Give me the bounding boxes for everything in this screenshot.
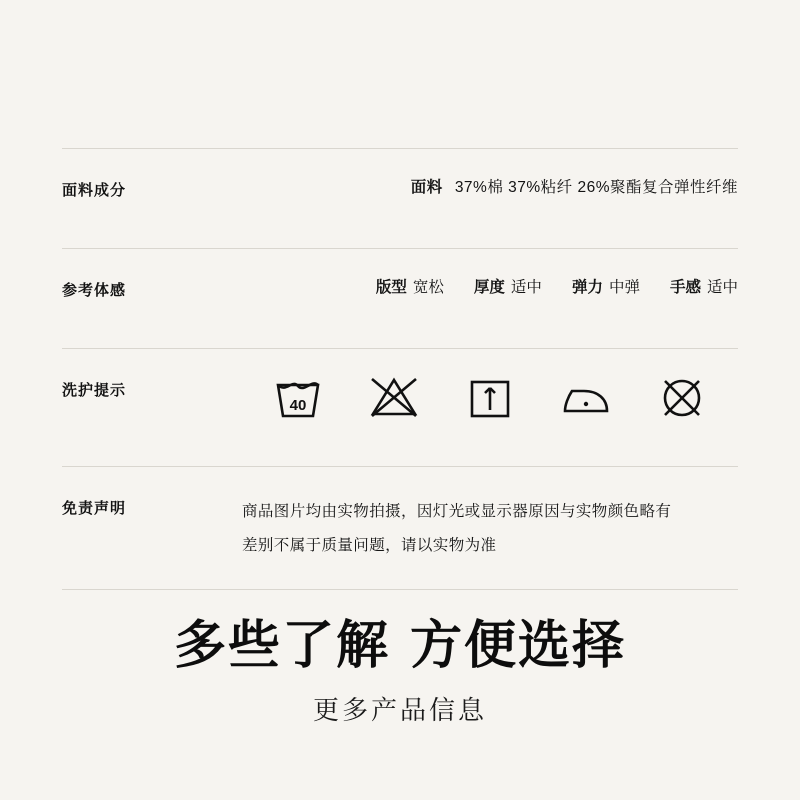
do-not-bleach-icon — [368, 371, 420, 423]
row-value-feel — [242, 249, 738, 323]
row-value-fabric — [242, 149, 738, 223]
table-row-disclaimer — [62, 466, 738, 590]
footer-headline — [0, 614, 800, 678]
row-value-disclaimer — [242, 467, 738, 589]
tumble-dry-normal-icon — [464, 371, 516, 423]
feel-attribute-group — [376, 275, 738, 297]
iron-low-icon — [560, 371, 612, 423]
feel-value-handfeel: 适中 — [706, 279, 738, 296]
fabric-composition-value: 37%棉 37%粘纤 26%聚酯复合弹性纤维 — [454, 179, 738, 196]
row-label-disclaimer: 免责声明 — [62, 500, 127, 517]
feel-item-handfeel — [670, 275, 738, 297]
table-row-fabric — [62, 148, 738, 248]
fabric-composition-key: 面料 — [410, 179, 443, 196]
row-label-care: 洗护提示 — [62, 382, 127, 399]
footer-banner — [0, 614, 800, 727]
feel-value-thickness: 适中 — [510, 279, 542, 296]
table-row-care — [62, 348, 738, 466]
wash-temperature-label: 40 — [289, 397, 307, 414]
footer-subtitle: 更多产品信息 — [312, 695, 487, 725]
feel-item-fit — [376, 275, 444, 297]
feel-value-elasticity: 中弹 — [608, 279, 640, 296]
feel-value-fit: 宽松 — [412, 279, 444, 296]
row-label-fabric: 面料成分 — [62, 182, 127, 199]
feel-key-thickness: 厚度 — [473, 279, 505, 296]
do-not-dryclean-icon — [656, 371, 708, 423]
feel-key-fit: 版型 — [375, 279, 407, 296]
feel-key-elasticity: 弹力 — [571, 279, 603, 296]
fabric-composition — [411, 175, 738, 197]
table-row-feel — [62, 248, 738, 348]
specification-table — [62, 148, 738, 590]
feel-item-thickness — [474, 275, 542, 297]
footer-headline-left: 多些了解 — [173, 617, 390, 675]
feel-item-elasticity — [572, 275, 640, 297]
disclaimer-text: 商品图片均由实物拍摄，因灯光或显示器原因与实物颜色略有差别不属于质量问题，请以实物为准 — [242, 503, 672, 554]
feel-key-handfeel: 手感 — [669, 279, 701, 296]
row-value-care — [242, 349, 738, 445]
footer-headline-right: 方便选择 — [410, 617, 627, 675]
row-label-feel: 参考体感 — [62, 282, 127, 299]
wash-40-icon — [272, 371, 324, 423]
